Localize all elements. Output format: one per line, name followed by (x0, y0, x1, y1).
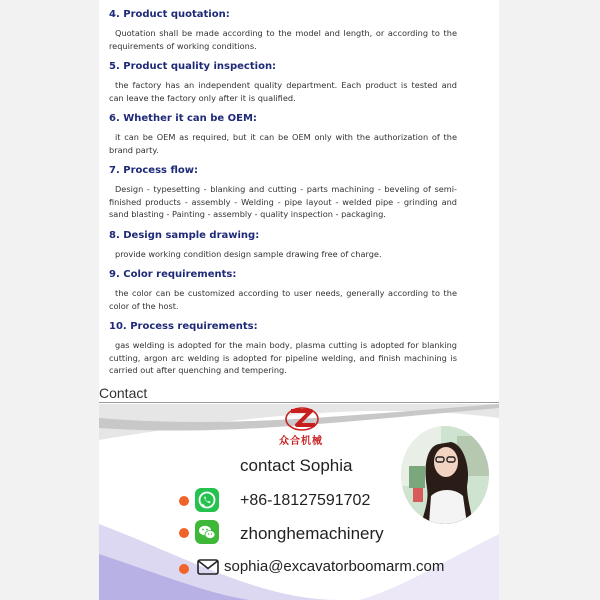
section-body: Quotation shall be made according to the model and length, or according to the requirements of working conditions. (109, 28, 457, 51)
section-body: provide working condition design sample drawing free of charge. (115, 249, 382, 259)
section-title: 9. Color requirements: (109, 269, 237, 280)
envelope-icon (197, 558, 219, 576)
bullet-dot (179, 564, 189, 574)
wechat-icon (195, 520, 219, 544)
section-body: gas welding is adopted for the main body, plasma cutting is adopted for blanking cutting, argon arc welding is adopted for pipeline welding, and finish machining is carried out after quenching and tempering. (109, 340, 457, 376)
section-title: 6. Whether it can be OEM: (109, 113, 257, 124)
whatsapp-icon (195, 488, 219, 512)
company-logo-icon (285, 407, 319, 431)
contact-photo (401, 426, 489, 524)
section-title: 10. Process requirements: (109, 321, 258, 332)
email-row[interactable] (179, 556, 499, 582)
section-title: 7. Process flow: (109, 165, 198, 176)
company-name-logo: 众合机械 (279, 436, 323, 447)
wechat-id: zhonghemachinery (240, 524, 384, 543)
bullet-dot (179, 496, 189, 506)
section-body: the factory has an independent quality department. Each product is tested and can leave the factory only after it is qualified. (109, 80, 457, 103)
section-title: 4. Product quotation: (109, 9, 230, 20)
section-title: 8. Design sample drawing: (109, 230, 260, 241)
section-body: Design - typesetting - blanking and cutting - parts machining - beveling of semi-finished products - assembly - Welding - pipe layout - welded pipe - grinding and sand blasting - Painting - assembly - quality inspection - packaging. (109, 184, 457, 220)
contact-heading: Contact (99, 385, 148, 401)
section-title: 5. Product quality inspection: (109, 61, 277, 72)
bullet-dot (179, 528, 189, 538)
section-body: the color can be customized according to user needs, generally according to the color of the host. (109, 288, 457, 311)
document-page (99, 0, 499, 600)
section-body: it can be OEM as required, but it can be OEM only with the authorization of the brand party. (109, 132, 457, 155)
divider (99, 402, 499, 403)
email-address: sophia@excavatorboomarm.com (224, 558, 445, 575)
contact-card (99, 404, 499, 600)
phone-number: +86-18127591702 (240, 492, 371, 509)
contact-name: contact Sophia (240, 456, 353, 475)
